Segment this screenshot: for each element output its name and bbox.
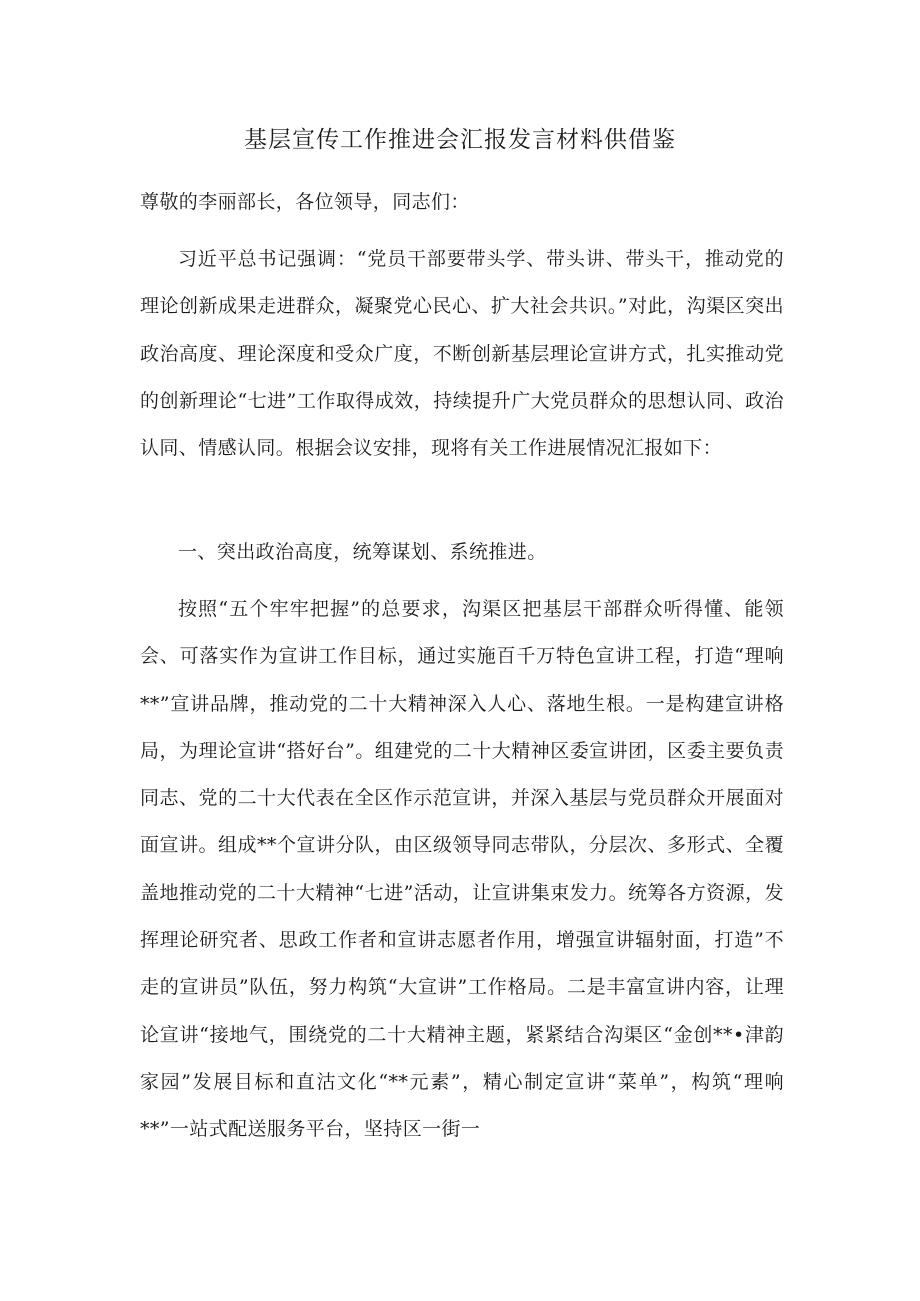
salutation xyxy=(140,179,784,226)
salutation-text: 尊敬的李丽部长，各位领导，同志们： xyxy=(140,191,470,213)
section-paragraph-text: 按照“五个牢牢把握”的总要求，沟渠区把基层干部群众听得懂、能领会、可落实作为宣讲工作目标，通过实施百千万特色宣讲工程，打造“理响**”宣讲品牌，推动党的二十大精神深入人心、落地生根。一是构建宣讲格局，为理论宣讲“搭好台”。组建党的二十大精神区委宣讲团，区委主要负责同志、党的二十大代表在全区作示范宣讲，并深入基层与党员群众开展面对面宣讲。组成**个宣讲分队，由区级领导同志带队，分层次、多形式、全覆盖地推动党的二十大精神“七进”活动，让宣讲集束发力。统筹各方资源，发挥理论研究者、思政工作者和宣讲志愿者作用，增强宣讲辐射面，打造”不走的宣讲员”队伍，努力构筑“大宣讲”工作格局。二是丰富宣讲内容，让理论宣讲“接地气，围绕党的二十大精神主题，紧紧结合沟渠区“金创**•津韵家园”发展目标和直沽文化“**元素”，精心制定宣讲“菜单”，构筑“理响**”一站式配送服务平台，坚持区一街一 xyxy=(140,598,784,1141)
section-heading xyxy=(140,529,784,576)
section-heading-text: 一、突出政治高度，统筹谋划、系统推进。 xyxy=(178,541,547,563)
section-paragraph xyxy=(140,586,784,1154)
intro-paragraph-text: 习近平总书记强调：“党员干部要带头学、带头讲、带头干，推动党的理论创新成果走进群众，凝聚党心民心、扩大社会共识。”对此，沟渠区突出政治高度、理论深度和受众广度，不断创新基层理论宣讲方式，扎实推动党的创新理论“七进”工作取得成效，持续提升广大党员群众的思想认同、政治认同、情感认同。根据会议安排，现将有关工作进展情况汇报如下： xyxy=(140,248,784,460)
document-title: 基层宣传工作推进会汇报发言材料供借鉴 xyxy=(244,127,676,153)
intro-paragraph xyxy=(140,236,784,472)
